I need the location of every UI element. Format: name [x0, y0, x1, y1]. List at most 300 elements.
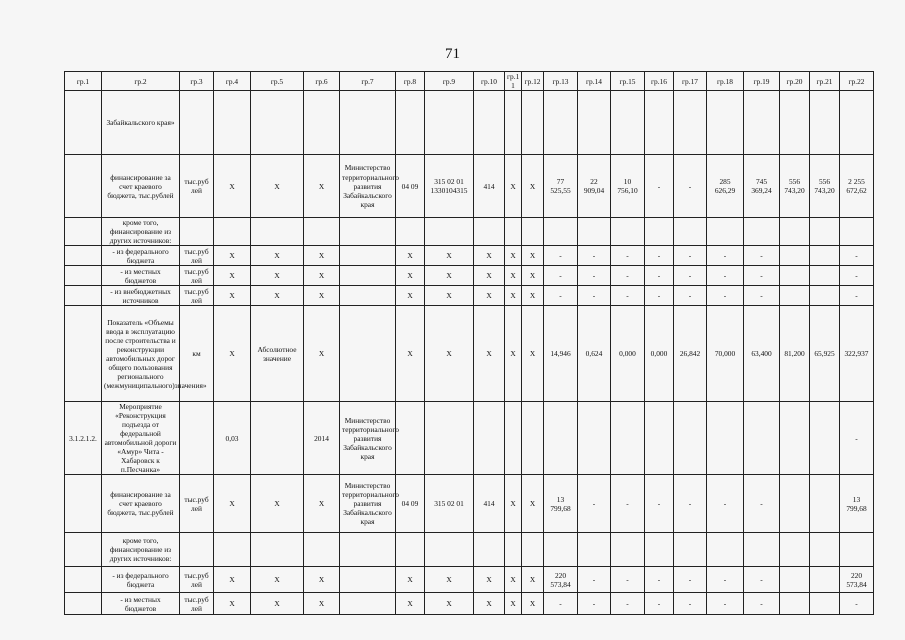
column-header: гр.7	[340, 72, 396, 91]
column-header: гр.4	[214, 72, 251, 91]
table-cell: 3.1.2.1.2.	[65, 402, 102, 475]
column-header: гр.1 1	[505, 72, 522, 91]
table-cell	[840, 91, 874, 155]
table-cell	[810, 402, 840, 475]
table-cell	[214, 218, 251, 246]
table-cell	[340, 286, 396, 306]
table-cell: - из местных бюджетов	[102, 266, 180, 286]
table-cell: -	[645, 155, 674, 218]
table-cell: -	[744, 567, 780, 593]
table-cell: -	[840, 246, 874, 266]
table-cell: 26,842	[674, 306, 707, 402]
table-cell: X	[214, 286, 251, 306]
table-cell: X	[522, 306, 544, 402]
table-cell	[65, 266, 102, 286]
table-cell	[65, 533, 102, 567]
column-header: гр.13	[544, 72, 578, 91]
table-cell: 745 369,24	[744, 155, 780, 218]
table-cell: кроме того, финансирование из других источников:	[102, 533, 180, 567]
table-cell: X	[251, 567, 304, 593]
table-cell: X	[214, 475, 251, 533]
table-cell: тыс.руб лей	[180, 155, 214, 218]
table-cell	[65, 567, 102, 593]
table-cell: тыс.руб лей	[180, 593, 214, 615]
table-cell: 220 573,84	[544, 567, 578, 593]
table-cell: -	[611, 286, 645, 306]
table-cell	[744, 91, 780, 155]
table-cell	[340, 306, 396, 402]
table-cell: -	[744, 266, 780, 286]
table-cell: -	[611, 593, 645, 615]
table-cell: -	[578, 475, 611, 533]
table-cell: X	[425, 246, 474, 266]
table-cell: X	[505, 266, 522, 286]
table-row	[65, 266, 874, 286]
table-cell	[611, 218, 645, 246]
table-cell: -	[674, 266, 707, 286]
table-cell	[65, 218, 102, 246]
table-cell: -	[578, 266, 611, 286]
table-cell: -	[707, 286, 744, 306]
table-cell	[780, 246, 810, 266]
table-cell: X	[474, 306, 505, 402]
table-cell: -	[578, 567, 611, 593]
table-cell: -	[840, 593, 874, 615]
table-cell: X	[304, 246, 340, 266]
table-cell	[65, 593, 102, 615]
table-cell: -	[645, 246, 674, 266]
table-cell: Министерство территориального развития Забайкальского края	[340, 155, 396, 218]
table-cell: 22 909,04	[578, 155, 611, 218]
table-cell	[810, 218, 840, 246]
table-cell	[522, 533, 544, 567]
column-header: гр.18	[707, 72, 744, 91]
table-cell: - из местных бюджетов	[102, 593, 180, 615]
column-header: гр.9	[425, 72, 474, 91]
table-cell	[425, 533, 474, 567]
table-cell	[396, 402, 425, 475]
table-cell	[251, 91, 304, 155]
table-cell: X	[304, 266, 340, 286]
table-cell	[251, 533, 304, 567]
table-cell	[544, 533, 578, 567]
table-cell: X	[505, 246, 522, 266]
table-cell: 81,200	[780, 306, 810, 402]
table-cell	[340, 246, 396, 266]
table-cell	[304, 218, 340, 246]
table-cell: X	[474, 266, 505, 286]
table-cell	[180, 402, 214, 475]
table-cell: Мероприятие «Реконструкция подъезда от федеральной автомобильной дороги «Амур» Чита - Хабаровск к п.Песчанка»	[102, 402, 180, 475]
table-cell: -	[645, 475, 674, 533]
table-cell	[65, 91, 102, 155]
table-row	[65, 475, 874, 533]
column-header: гр.3	[180, 72, 214, 91]
table-cell: 65,925	[810, 306, 840, 402]
table-cell	[744, 533, 780, 567]
table-cell: 0,000	[645, 306, 674, 402]
table-cell: -	[840, 286, 874, 306]
table-cell	[780, 266, 810, 286]
table-cell: -	[611, 246, 645, 266]
table-cell	[544, 402, 578, 475]
table-cell: X	[251, 266, 304, 286]
table-cell: X	[251, 475, 304, 533]
table-cell	[780, 567, 810, 593]
table-cell	[505, 533, 522, 567]
table-cell: X	[425, 306, 474, 402]
table-cell: X	[214, 246, 251, 266]
table-cell: -	[744, 475, 780, 533]
table-cell: -	[578, 593, 611, 615]
table-cell: -	[611, 266, 645, 286]
table-cell: -	[840, 402, 874, 475]
table-cell	[810, 91, 840, 155]
table-cell: -	[840, 266, 874, 286]
table-cell	[544, 218, 578, 246]
table-cell	[396, 218, 425, 246]
column-header: гр.16	[645, 72, 674, 91]
table-cell	[304, 91, 340, 155]
table-cell: 285 626,29	[707, 155, 744, 218]
table-cell	[180, 533, 214, 567]
table-cell: -	[707, 475, 744, 533]
table-cell	[780, 286, 810, 306]
table-cell: X	[522, 286, 544, 306]
table-cell: км	[180, 306, 214, 402]
budget-table	[64, 71, 874, 615]
table-cell: 414	[474, 475, 505, 533]
table-cell: 70,000	[707, 306, 744, 402]
table-row	[65, 155, 874, 218]
table-cell: X	[304, 567, 340, 593]
table-cell	[744, 218, 780, 246]
column-header: гр.15	[611, 72, 645, 91]
table-row	[65, 567, 874, 593]
table-cell: X	[474, 246, 505, 266]
table-cell: X	[505, 567, 522, 593]
table-cell: -	[674, 246, 707, 266]
table-cell: -	[744, 593, 780, 615]
table-cell: X	[304, 593, 340, 615]
table-cell	[645, 402, 674, 475]
table-cell	[674, 402, 707, 475]
table-cell: X	[505, 306, 522, 402]
table-cell: X	[396, 266, 425, 286]
column-header: гр.8	[396, 72, 425, 91]
table-cell: X	[396, 286, 425, 306]
table-cell: 0,03	[214, 402, 251, 475]
table-cell: -	[544, 286, 578, 306]
table-cell: X	[251, 155, 304, 218]
column-header: гр.6	[304, 72, 340, 91]
table-cell	[611, 91, 645, 155]
table-cell: -	[544, 266, 578, 286]
table-cell: X	[474, 286, 505, 306]
table-cell	[425, 402, 474, 475]
table-cell	[674, 91, 707, 155]
table-cell: X	[251, 246, 304, 266]
table-cell	[810, 246, 840, 266]
table-cell: X	[522, 246, 544, 266]
table-cell: -	[674, 593, 707, 615]
table-cell	[707, 402, 744, 475]
table-cell: X	[396, 593, 425, 615]
table-cell	[810, 266, 840, 286]
table-cell: 14,946	[544, 306, 578, 402]
page-number: 71	[445, 46, 460, 62]
table-cell: 556 743,20	[780, 155, 810, 218]
table-cell	[251, 402, 304, 475]
table-cell: -	[674, 286, 707, 306]
table-cell	[340, 218, 396, 246]
table-cell: 63,400	[744, 306, 780, 402]
column-header: гр.22	[840, 72, 874, 91]
table-cell: X	[396, 567, 425, 593]
table-cell	[474, 533, 505, 567]
table-cell	[578, 91, 611, 155]
table-cell: кроме того, финансирование из других источников:	[102, 218, 180, 246]
table-cell	[65, 155, 102, 218]
table-row	[65, 593, 874, 615]
table-cell: X	[505, 155, 522, 218]
table-cell	[780, 218, 810, 246]
table-cell: 77 525,55	[544, 155, 578, 218]
table-cell	[780, 593, 810, 615]
table-cell	[340, 593, 396, 615]
table-cell	[611, 402, 645, 475]
table-cell: -	[544, 593, 578, 615]
table-cell: 0,000	[611, 306, 645, 402]
table-cell	[645, 91, 674, 155]
table-cell	[251, 218, 304, 246]
table-cell: X	[522, 155, 544, 218]
table-cell: X	[214, 266, 251, 286]
table-cell: 2014	[304, 402, 340, 475]
table-row	[65, 533, 874, 567]
table-cell: - из федерального бюджета	[102, 567, 180, 593]
table-cell	[645, 218, 674, 246]
table-cell: X	[425, 567, 474, 593]
table-cell	[304, 533, 340, 567]
table-cell: X	[474, 567, 505, 593]
table-cell	[707, 218, 744, 246]
table-cell: 414	[474, 155, 505, 218]
table-cell: 04 09	[396, 475, 425, 533]
table-cell	[505, 91, 522, 155]
table-cell: -	[578, 246, 611, 266]
table-cell	[780, 91, 810, 155]
table-cell	[780, 533, 810, 567]
table-cell: -	[744, 286, 780, 306]
table-cell	[522, 218, 544, 246]
column-header: гр.21	[810, 72, 840, 91]
table-cell: X	[304, 286, 340, 306]
table-row	[65, 91, 874, 155]
table-cell: 10 756,10	[611, 155, 645, 218]
table-row	[65, 218, 874, 246]
table-cell	[65, 286, 102, 306]
table-cell	[780, 475, 810, 533]
table-cell: X	[214, 567, 251, 593]
table-cell	[674, 533, 707, 567]
table-cell	[214, 91, 251, 155]
table-cell: 13 799,68	[544, 475, 578, 533]
table-cell	[474, 218, 505, 246]
table-cell	[396, 533, 425, 567]
table-cell	[396, 91, 425, 155]
table-cell: X	[214, 593, 251, 615]
table-cell: 556 743,20	[810, 155, 840, 218]
table-cell	[474, 402, 505, 475]
table-cell: тыс.руб лей	[180, 567, 214, 593]
table-cell	[425, 91, 474, 155]
table-cell: X	[396, 246, 425, 266]
table-cell: X	[251, 286, 304, 306]
table-row	[65, 402, 874, 475]
column-header: гр.20	[780, 72, 810, 91]
table-cell	[65, 306, 102, 402]
table-cell: 2 255 672,62	[840, 155, 874, 218]
table-cell	[340, 567, 396, 593]
table-cell: -	[611, 567, 645, 593]
table-cell: X	[304, 306, 340, 402]
table-cell	[810, 475, 840, 533]
table-cell	[578, 402, 611, 475]
table-cell: X	[522, 266, 544, 286]
table-cell	[707, 91, 744, 155]
table-cell: X	[214, 306, 251, 402]
table-cell: Министерство территориального развития Забайкальского края	[340, 402, 396, 475]
column-header: гр.17	[674, 72, 707, 91]
table-cell	[810, 533, 840, 567]
table-cell: X	[522, 475, 544, 533]
table-cell	[810, 593, 840, 615]
table-cell	[65, 475, 102, 533]
table-row	[65, 306, 874, 402]
column-header: гр.14	[578, 72, 611, 91]
table-cell	[65, 246, 102, 266]
table-cell	[645, 533, 674, 567]
table-cell: X	[425, 286, 474, 306]
table-cell	[780, 402, 810, 475]
table-cell: X	[505, 593, 522, 615]
table-cell: -	[707, 246, 744, 266]
table-cell: X	[425, 266, 474, 286]
table-cell: X	[425, 593, 474, 615]
table-cell: X	[251, 593, 304, 615]
table-cell: -	[611, 475, 645, 533]
table-cell: -	[744, 246, 780, 266]
table-row	[65, 246, 874, 266]
table-cell: X	[214, 155, 251, 218]
table-cell	[544, 91, 578, 155]
table-cell: 0,624	[578, 306, 611, 402]
table-cell: финансирование за счет краевого бюджета, тыс.рублей	[102, 475, 180, 533]
table-cell	[180, 91, 214, 155]
table-cell	[340, 91, 396, 155]
table-cell: тыс.руб лей	[180, 266, 214, 286]
table-cell	[810, 286, 840, 306]
table-cell: 13 799,68	[840, 475, 874, 533]
table-cell: тыс.руб лей	[180, 286, 214, 306]
table-cell: -	[645, 266, 674, 286]
table-cell: 220 573,84	[840, 567, 874, 593]
table-cell	[578, 218, 611, 246]
table-cell	[674, 218, 707, 246]
table-cell: Абсолютное значение	[251, 306, 304, 402]
table-cell	[505, 218, 522, 246]
table-cell: -	[645, 286, 674, 306]
table-cell	[611, 533, 645, 567]
table-cell: X	[474, 593, 505, 615]
table-cell	[522, 91, 544, 155]
table-cell: X	[522, 593, 544, 615]
table-cell: тыс.руб лей	[180, 246, 214, 266]
column-header: гр.12	[522, 72, 544, 91]
table-cell	[505, 402, 522, 475]
table-cell	[425, 218, 474, 246]
header-row	[65, 72, 874, 91]
table-cell: Министерство территориального развития Забайкальского края	[340, 475, 396, 533]
table-cell: -	[674, 155, 707, 218]
table-cell: 322,937	[840, 306, 874, 402]
column-header: гр.1	[65, 72, 102, 91]
table-cell: 315 02 01 1330104315	[425, 155, 474, 218]
table-cell	[840, 218, 874, 246]
table-cell: -	[645, 567, 674, 593]
table-cell	[744, 402, 780, 475]
column-header: гр.10	[474, 72, 505, 91]
table-cell: -	[578, 286, 611, 306]
table-cell: тыс.руб лей	[180, 475, 214, 533]
table-cell: -	[707, 567, 744, 593]
table-cell: - из внебюджетных источников	[102, 286, 180, 306]
table-cell	[180, 218, 214, 246]
column-header: гр.19	[744, 72, 780, 91]
table-cell: X	[304, 155, 340, 218]
table-cell: -	[707, 593, 744, 615]
table-cell	[340, 266, 396, 286]
table-cell: 04 09	[396, 155, 425, 218]
table-cell: X	[396, 306, 425, 402]
table-row	[65, 286, 874, 306]
table-cell: X	[522, 567, 544, 593]
table-cell: Забайкальского края»	[102, 91, 180, 155]
table-cell: финансирование за счет краевого бюджета, тыс.рублей	[102, 155, 180, 218]
table-cell	[840, 533, 874, 567]
table-cell: -	[707, 266, 744, 286]
column-header: гр.2	[102, 72, 180, 91]
table-cell	[707, 533, 744, 567]
table-cell	[578, 533, 611, 567]
table-cell: -	[674, 475, 707, 533]
table-cell: - из федерального бюджета	[102, 246, 180, 266]
table-cell	[522, 402, 544, 475]
table-cell: X	[505, 475, 522, 533]
table-cell	[474, 91, 505, 155]
table-cell: -	[645, 593, 674, 615]
table-cell: Показатель «Объемы ввода в эксплуатацию после строительства и реконструкции автомобильных дорог общего пользования регионального (межмуниципального)значения»	[102, 306, 180, 402]
table-cell: X	[505, 286, 522, 306]
table-cell	[214, 533, 251, 567]
table-cell	[810, 567, 840, 593]
column-header: гр.5	[251, 72, 304, 91]
table-cell: -	[674, 567, 707, 593]
table-cell: X	[304, 475, 340, 533]
table-cell	[340, 533, 396, 567]
table-cell: 315 02 01	[425, 475, 474, 533]
